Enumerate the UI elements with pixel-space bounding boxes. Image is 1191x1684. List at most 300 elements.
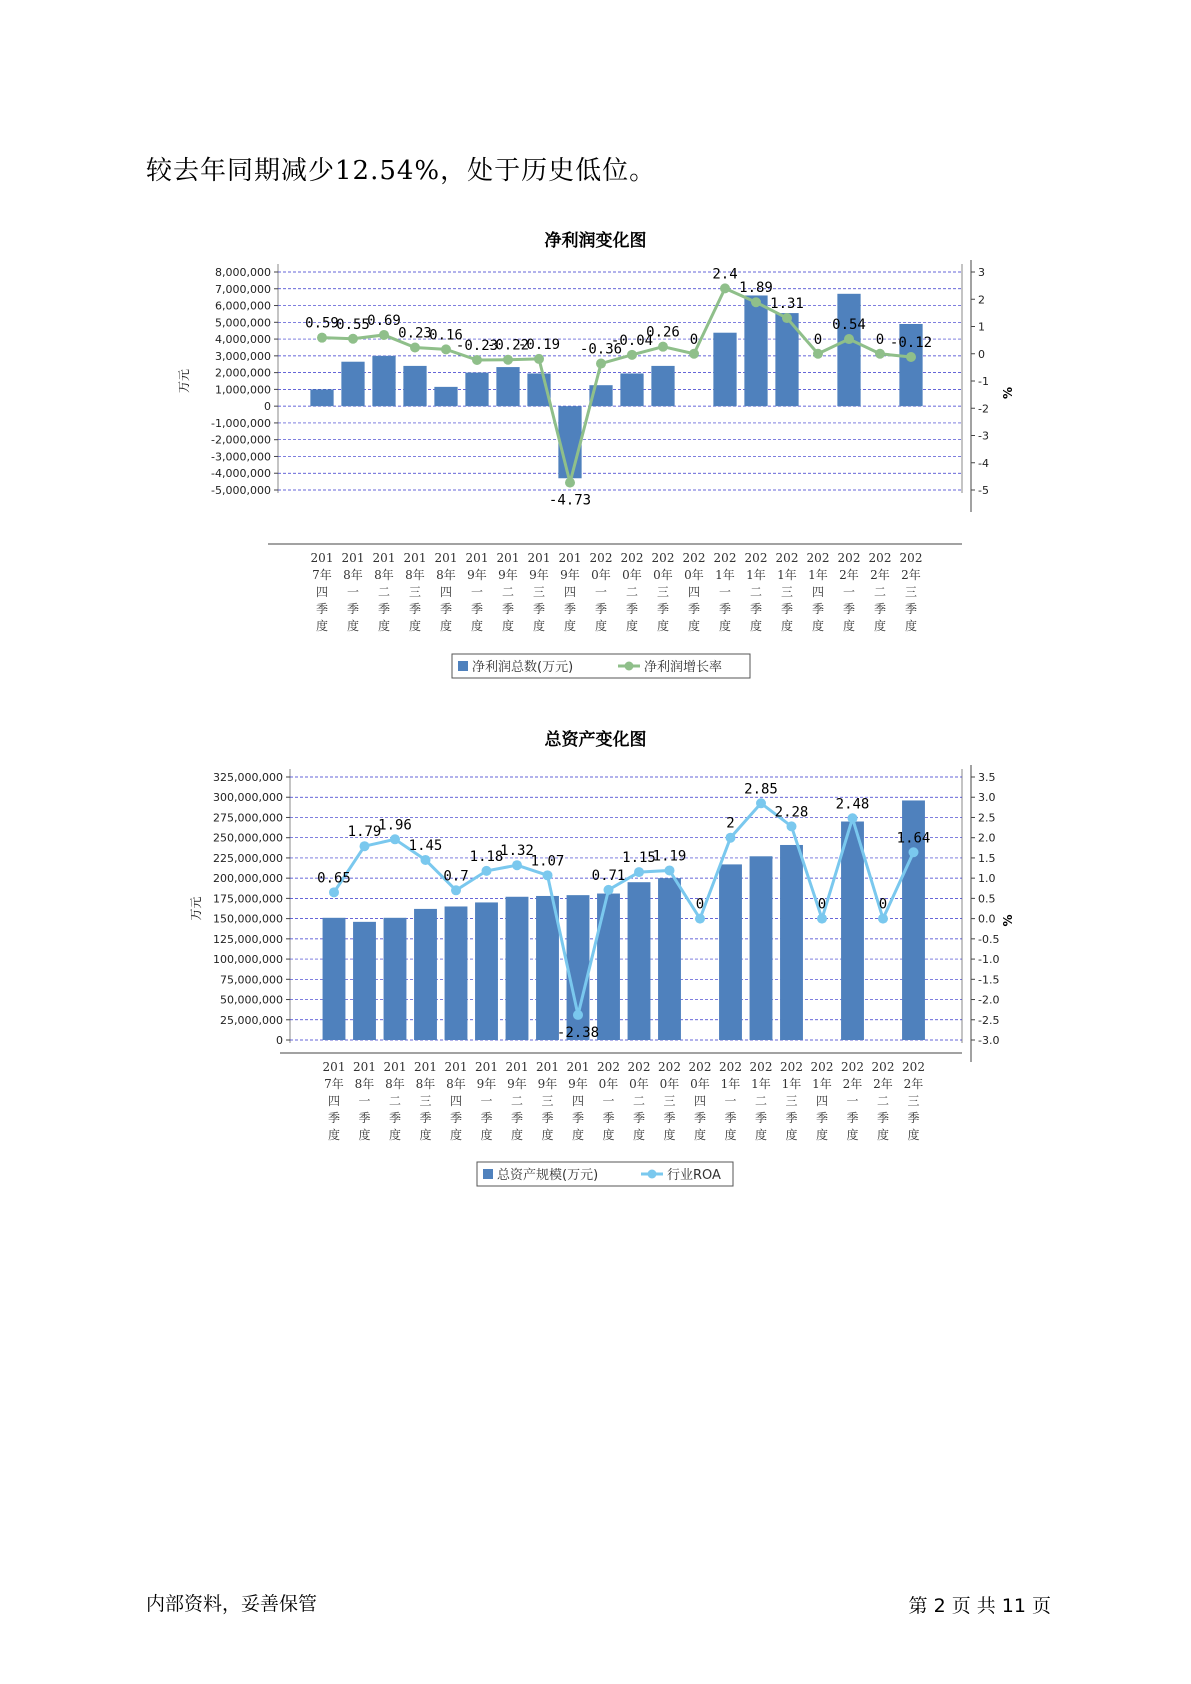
x-tick-label: 9年	[537, 1077, 558, 1091]
x-tick-label: 度	[571, 1128, 585, 1142]
x-tick-label: 度	[656, 619, 670, 633]
x-tick-label: 度	[532, 619, 546, 633]
x-tick-label: 201	[372, 551, 396, 565]
line-point	[503, 355, 513, 365]
line-point	[878, 914, 888, 924]
y-tick-label: -5,000,000	[211, 484, 271, 497]
x-tick-label: 度	[846, 1128, 859, 1142]
y-tick-label: 4,000,000	[215, 333, 271, 347]
x-tick-label: 201	[403, 551, 427, 565]
x-tick-label: 1年	[808, 568, 828, 582]
bar	[506, 897, 529, 1040]
x-tick-label: 度	[563, 619, 577, 633]
x-tick-label: 季	[470, 602, 484, 616]
y-tick-label: 200,000,000	[213, 872, 283, 886]
x-tick-label: 202	[899, 551, 923, 565]
bar	[384, 918, 407, 1040]
x-tick-label: 三	[419, 1094, 432, 1108]
data-label: 0.54	[832, 317, 866, 334]
page-number: 第 2 页 共 11 页	[908, 1595, 1051, 1617]
x-tick-label: 一	[470, 585, 484, 599]
x-tick-label: 二	[501, 585, 515, 599]
y-tick-label: -4,000,000	[211, 467, 271, 481]
line-point	[534, 354, 544, 364]
x-tick-label: 季	[780, 602, 794, 616]
x-tick-label: 201	[310, 551, 334, 565]
x-tick-label: 度	[449, 1128, 463, 1142]
bar	[465, 373, 488, 407]
bar	[750, 856, 773, 1040]
x-tick-label: 202	[651, 551, 675, 565]
data-label: 1.32	[500, 843, 534, 860]
data-label: 0	[695, 896, 705, 913]
x-tick-label: 季	[873, 602, 887, 616]
x-tick-label: 季	[377, 602, 391, 616]
line-point	[360, 841, 370, 851]
y-axis-title: 万元	[177, 368, 191, 394]
line-point	[348, 334, 358, 344]
x-tick-label: 一	[724, 1094, 737, 1108]
x-tick-label: 202	[841, 1060, 864, 1074]
x-tick-label: 度	[718, 619, 732, 633]
data-label: 0	[878, 896, 888, 913]
x-tick-label: 季	[724, 1111, 737, 1125]
x-tick-label: 季	[656, 602, 670, 616]
y2-tick-label: -2.0	[978, 993, 1000, 1007]
bar	[780, 845, 803, 1040]
x-tick-label: 0年	[629, 1077, 649, 1091]
x-tick-label: 9年	[476, 1077, 497, 1091]
x-tick-label: 201	[341, 551, 365, 565]
x-tick-label: 2年	[903, 1077, 924, 1091]
x-tick-label: 一	[480, 1094, 493, 1108]
x-tick-label: 度	[346, 619, 360, 633]
x-tick-label: 季	[419, 1111, 432, 1125]
x-tick-label: 202	[868, 551, 892, 565]
data-label: 1.96	[378, 817, 412, 834]
x-tick-label: 度	[501, 619, 515, 633]
x-tick-label: 201	[496, 551, 520, 565]
x-tick-label: 季	[632, 1111, 646, 1125]
x-tick-label: 季	[904, 602, 918, 616]
y-tick-label: 100,000,000	[213, 953, 283, 967]
line-point	[909, 847, 919, 857]
y-tick-label: 225,000,000	[213, 851, 283, 865]
x-tick-label: 度	[315, 619, 329, 633]
y2-tick-label: 1	[978, 320, 985, 334]
x-tick-label: 季	[594, 602, 608, 616]
data-label: 0.55	[336, 316, 370, 333]
x-tick-label: 0年	[684, 568, 704, 582]
x-tick-label: 度	[754, 1128, 768, 1142]
line-point	[451, 885, 461, 895]
y2-tick-label: 2.0	[978, 831, 996, 845]
line-point	[787, 821, 797, 831]
x-tick-label: 四	[327, 1094, 341, 1108]
x-tick-label: 二	[388, 1094, 402, 1108]
x-tick-label: 季	[510, 1111, 524, 1125]
bar	[496, 367, 519, 406]
data-label: 1.31	[770, 296, 804, 313]
x-tick-label: 三	[663, 1094, 676, 1108]
line-point	[573, 1010, 583, 1020]
x-tick-label: 二	[377, 585, 391, 599]
x-tick-label: 201	[558, 551, 582, 565]
y2-axis-title: %	[1001, 914, 1015, 927]
x-tick-label: 季	[571, 1111, 585, 1125]
x-tick-label: 201	[465, 551, 489, 565]
data-label: 0.23	[398, 325, 432, 342]
x-tick-label: 度	[602, 1128, 615, 1142]
data-label: 0.71	[591, 867, 626, 884]
x-tick-label: 度	[510, 1128, 524, 1142]
y2-tick-label: 1.0	[978, 872, 996, 886]
y2-tick-label: -1.5	[978, 973, 1000, 987]
x-tick-label: 三	[541, 1094, 554, 1108]
y-tick-label: 150,000,000	[213, 912, 283, 926]
x-tick-label: 季	[480, 1111, 493, 1125]
x-tick-label: 四	[571, 1094, 585, 1108]
x-tick-label: 8年	[354, 1077, 375, 1091]
x-tick-label: 202	[780, 1060, 803, 1074]
data-label: -0.23	[455, 338, 499, 355]
bar	[628, 882, 651, 1040]
x-tick-label: 一	[602, 1094, 615, 1108]
x-tick-label: 度	[358, 1128, 371, 1142]
x-tick-label: 201	[566, 1060, 590, 1074]
x-tick-label: 度	[625, 619, 639, 633]
x-tick-label: 7年	[324, 1077, 344, 1091]
x-tick-label: 202	[627, 1060, 651, 1074]
line-point	[906, 352, 916, 362]
data-label: -0.12	[889, 335, 933, 352]
x-tick-label: 季	[846, 1111, 859, 1125]
y-tick-label: 0	[264, 400, 271, 414]
x-tick-label: 9年	[560, 568, 580, 582]
bar	[841, 822, 864, 1040]
data-label: -0.04	[610, 332, 654, 349]
x-tick-label: 四	[563, 585, 577, 599]
x-tick-label: 季	[315, 602, 329, 616]
x-tick-label: 0年	[622, 568, 642, 582]
data-label: -0.36	[579, 341, 623, 358]
x-tick-label: 8年	[343, 568, 363, 582]
x-tick-label: 201	[434, 551, 458, 565]
y-tick-label: -2,000,000	[211, 433, 271, 447]
bar	[372, 356, 395, 406]
bar	[323, 918, 346, 1040]
y-tick-label: 1,000,000	[215, 383, 271, 397]
y2-tick-label: 0.0	[978, 912, 996, 926]
line-point	[665, 865, 675, 875]
x-tick-label: 1年	[720, 1077, 741, 1091]
x-tick-label: 1年	[715, 568, 735, 582]
x-tick-label: 季	[718, 602, 732, 616]
x-tick-label: 度	[842, 619, 856, 633]
x-tick-label: 202	[744, 551, 768, 565]
data-label: 1.45	[408, 837, 443, 854]
line-point	[875, 349, 885, 359]
data-label: 1.18	[469, 848, 504, 865]
x-tick-label: 季	[346, 602, 360, 616]
x-tick-label: 二	[754, 1094, 768, 1108]
x-tick-label: 2年	[842, 1077, 863, 1091]
x-tick-label: 1年	[812, 1077, 832, 1091]
line-point	[695, 914, 705, 924]
chart-title-net-profit: 净利润变化图	[544, 231, 647, 251]
x-tick-label: 季	[439, 602, 453, 616]
bar	[719, 864, 742, 1040]
x-tick-label: 度	[904, 619, 918, 633]
x-tick-label: 201	[444, 1060, 468, 1074]
x-tick-label: 季	[388, 1111, 402, 1125]
x-tick-label: 2年	[901, 568, 921, 582]
bar	[341, 362, 364, 406]
x-tick-label: 度	[541, 1128, 554, 1142]
data-label: 2.4	[712, 266, 738, 283]
x-tick-label: 度	[327, 1128, 341, 1142]
x-tick-label: 202	[682, 551, 706, 565]
x-tick-label: 201	[414, 1060, 437, 1074]
bar	[434, 387, 457, 406]
x-tick-label: 度	[480, 1128, 493, 1142]
line-point	[421, 855, 431, 865]
data-label: 2	[726, 815, 735, 832]
x-tick-label: 度	[632, 1128, 646, 1142]
data-label: 1.15	[622, 850, 656, 867]
legend-bar-label: 总资产规模(万元)	[497, 1168, 599, 1183]
legend	[452, 654, 750, 678]
line-point	[379, 330, 389, 340]
line-point	[472, 355, 482, 365]
x-tick-label: 202	[719, 1060, 742, 1074]
chart-title-total-assets: 总资产变化图	[544, 730, 647, 750]
bar	[475, 902, 498, 1040]
x-tick-label: 季	[663, 1111, 676, 1125]
line-point	[329, 887, 339, 897]
x-tick-label: 季	[815, 1111, 829, 1125]
x-tick-label: 9年	[568, 1077, 588, 1091]
x-tick-label: 季	[602, 1111, 615, 1125]
data-label: -2.38	[556, 1024, 600, 1041]
x-tick-label: 三	[532, 585, 546, 599]
x-tick-label: 1年	[777, 568, 797, 582]
x-tick-label: 季	[501, 602, 515, 616]
y-tick-label: 275,000,000	[213, 811, 283, 825]
line-point	[543, 870, 553, 880]
x-tick-label: 一	[358, 1094, 371, 1108]
y-tick-label: 50,000,000	[220, 993, 283, 1007]
x-tick-label: 8年	[446, 1077, 466, 1091]
y2-tick-label: 1.5	[978, 851, 996, 865]
data-label: 0.59	[305, 315, 339, 332]
line-point	[441, 344, 451, 354]
x-tick-label: 三	[785, 1094, 798, 1108]
y2-tick-label: 3.5	[978, 771, 996, 784]
x-tick-label: 季	[749, 602, 763, 616]
y2-tick-label: -0.5	[978, 932, 1000, 946]
x-tick-label: 201	[536, 1060, 559, 1074]
x-tick-label: 一	[594, 585, 608, 599]
y-tick-label: 5,000,000	[215, 316, 271, 330]
y2-axis-title: %	[1001, 386, 1015, 400]
x-tick-label: 度	[377, 619, 391, 633]
x-tick-label: 一	[718, 585, 732, 599]
y-tick-label: 3,000,000	[215, 349, 271, 363]
x-tick-label: 8年	[415, 1077, 436, 1091]
data-label: -0.22	[486, 337, 530, 354]
x-tick-label: 季	[327, 1111, 341, 1125]
line-point	[813, 349, 823, 359]
x-tick-label: 202	[589, 551, 613, 565]
x-tick-label: 8年	[374, 568, 394, 582]
x-tick-label: 季	[754, 1111, 768, 1125]
x-tick-label: 度	[811, 619, 825, 633]
line-point	[390, 834, 400, 844]
x-tick-label: 0年	[598, 1077, 619, 1091]
bar	[658, 878, 681, 1040]
y2-tick-label: -3.0	[978, 1034, 1000, 1047]
data-label: -0.19	[517, 336, 561, 353]
x-tick-label: 2年	[870, 568, 890, 582]
bar	[837, 294, 860, 406]
x-tick-label: 二	[873, 585, 887, 599]
data-label: 0	[817, 896, 827, 913]
x-tick-label: 度	[785, 1128, 798, 1142]
x-tick-label: 202	[837, 551, 861, 565]
x-tick-label: 季	[532, 602, 546, 616]
x-tick-label: 四	[815, 1094, 829, 1108]
line-point	[410, 342, 420, 352]
y-tick-label: 25,000,000	[220, 1013, 283, 1027]
data-label: 1.64	[896, 830, 931, 847]
x-tick-label: 一	[846, 1094, 859, 1108]
x-tick-label: 二	[632, 1094, 646, 1108]
x-tick-label: 度	[470, 619, 484, 633]
x-tick-label: 度	[687, 619, 701, 633]
data-label: 1.19	[652, 848, 687, 865]
line-point	[317, 333, 327, 343]
x-tick-label: 202	[658, 1060, 681, 1074]
total-assets-chart	[0, 755, 1191, 1183]
legend-bar-swatch	[458, 661, 468, 671]
y2-tick-label: 2.5	[978, 811, 996, 825]
data-label: 2.85	[744, 781, 778, 798]
bar	[597, 894, 620, 1040]
y-tick-label: 7,000,000	[215, 282, 271, 296]
data-label: 0	[813, 331, 823, 348]
data-label: 0.16	[429, 327, 463, 344]
x-tick-label: 9年	[529, 568, 549, 582]
x-tick-label: 202	[775, 551, 799, 565]
x-tick-label: 202	[620, 551, 644, 565]
x-tick-label: 三	[408, 585, 422, 599]
y2-tick-label: -2	[978, 402, 989, 416]
x-tick-label: 季	[358, 1111, 371, 1125]
x-tick-label: 0年	[690, 1077, 710, 1091]
legend-line-marker	[648, 1170, 657, 1179]
bar	[651, 366, 674, 406]
x-tick-label: 度	[663, 1128, 676, 1142]
x-tick-label: 1年	[751, 1077, 771, 1091]
x-tick-label: 四	[439, 585, 453, 599]
line-point	[565, 478, 575, 488]
x-tick-label: 201	[353, 1060, 376, 1074]
x-tick-label: 四	[811, 585, 825, 599]
x-tick-label: 季	[785, 1111, 798, 1125]
bar	[414, 909, 437, 1040]
x-tick-label: 四	[687, 585, 701, 599]
x-tick-label: 二	[876, 1094, 890, 1108]
x-tick-label: 9年	[507, 1077, 527, 1091]
x-tick-label: 8年	[385, 1077, 405, 1091]
x-tick-label: 1年	[781, 1077, 802, 1091]
y-tick-label: 6,000,000	[215, 299, 271, 313]
line-point	[726, 833, 736, 843]
x-tick-label: 度	[419, 1128, 432, 1142]
x-tick-label: 季	[563, 602, 577, 616]
x-tick-label: 度	[388, 1128, 402, 1142]
x-tick-label: 度	[907, 1128, 920, 1142]
x-tick-label: 2年	[839, 568, 859, 582]
x-tick-label: 7年	[312, 568, 332, 582]
line-point	[817, 914, 827, 924]
x-tick-label: 季	[408, 602, 422, 616]
bar	[403, 366, 426, 406]
y2-tick-label: -5	[978, 484, 989, 497]
x-tick-label: 季	[876, 1111, 890, 1125]
x-tick-label: 202	[806, 551, 830, 565]
x-tick-label: 201	[383, 1060, 407, 1074]
y-tick-label: 0	[276, 1034, 283, 1047]
x-tick-label: 201	[527, 551, 551, 565]
x-tick-label: 202	[749, 1060, 773, 1074]
x-tick-label: 202	[713, 551, 737, 565]
line-point	[751, 297, 761, 307]
net-profit-chart	[0, 252, 1191, 712]
x-tick-label: 8年	[436, 568, 456, 582]
x-tick-label: 202	[688, 1060, 712, 1074]
x-tick-label: 季	[842, 602, 856, 616]
bar	[744, 295, 767, 406]
x-tick-label: 季	[541, 1111, 554, 1125]
legend-line-label: 行业ROA	[667, 1168, 721, 1183]
legend-line-label: 净利润增长率	[644, 660, 723, 675]
x-tick-label: 季	[625, 602, 639, 616]
line-point	[756, 798, 766, 808]
x-tick-label: 季	[687, 602, 701, 616]
x-tick-label: 201	[475, 1060, 498, 1074]
y-tick-label: -3,000,000	[211, 450, 271, 464]
x-tick-label: 度	[749, 619, 763, 633]
x-tick-label: 三	[780, 585, 794, 599]
y-axis-title: 万元	[189, 896, 203, 921]
line-point	[844, 334, 854, 344]
x-tick-label: 1年	[746, 568, 766, 582]
y-tick-label: 75,000,000	[220, 973, 283, 987]
x-tick-label: 三	[907, 1094, 920, 1108]
bar	[620, 373, 643, 406]
data-label: 0.69	[367, 312, 401, 329]
x-tick-label: 201	[505, 1060, 529, 1074]
x-tick-label: 三	[904, 585, 918, 599]
y2-tick-label: -3	[978, 429, 989, 443]
data-label: 0.26	[646, 324, 680, 341]
intro-text: 较去年同期减少12.54%，处于历史低位。	[146, 156, 657, 186]
bar	[713, 333, 736, 406]
data-label: -4.73	[548, 492, 592, 509]
legend-bar-label: 净利润总数(万元)	[472, 660, 574, 675]
